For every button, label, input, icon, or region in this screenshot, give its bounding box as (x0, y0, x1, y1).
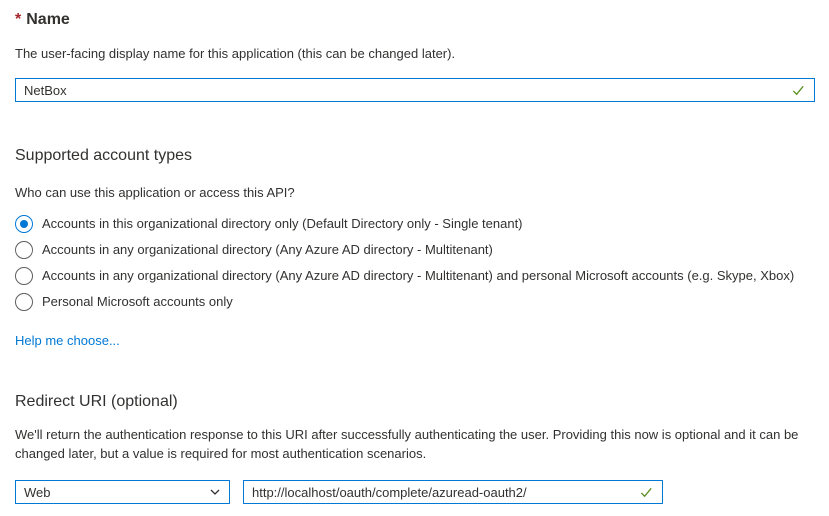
valid-checkmark-icon (639, 485, 654, 500)
account-type-option-single-tenant[interactable] (15, 211, 815, 237)
valid-checkmark-icon (791, 83, 806, 98)
name-description: The user-facing display name for this application (this can be changed later). (15, 46, 456, 61)
radio-button-icon (15, 215, 33, 233)
account-types-question: Who can use this application or access this API? (15, 185, 295, 200)
help-link-container (15, 332, 815, 350)
name-input[interactable] (24, 83, 785, 98)
account-type-option-personal-only[interactable] (15, 289, 815, 315)
account-types-options (15, 211, 815, 315)
account-type-option-label: Accounts in any organizational directory (Any Azure AD directory - Multitenant) (42, 242, 493, 257)
name-label-text: Name (26, 11, 70, 28)
platform-select[interactable] (15, 480, 230, 504)
redirect-uri-row (15, 480, 815, 504)
required-asterisk: * (15, 11, 22, 28)
redirect-uri-input[interactable] (252, 485, 633, 500)
chevron-down-icon (209, 486, 221, 498)
redirect-uri-input-container (243, 480, 663, 504)
redirect-uri-title: Redirect URI (optional) (15, 393, 178, 410)
help-me-choose-link[interactable]: Help me choose... (15, 333, 120, 348)
account-type-option-label: Personal Microsoft accounts only (42, 294, 233, 309)
radio-button-icon (15, 267, 33, 285)
account-type-option-label: Accounts in this organizational directory only (Default Directory only - Single tenant) (42, 216, 523, 231)
platform-select-value: Web (24, 484, 51, 500)
account-type-option-multitenant-personal[interactable] (15, 263, 815, 289)
redirect-uri-description: We'll return the authentication response to this URI after successfully authenticating the user. Providing this now is optional and it can be changed later, but a value is required for most authentication scenarios. (15, 427, 799, 461)
radio-button-icon (15, 293, 33, 311)
name-input-container (15, 78, 815, 102)
name-label (15, 10, 815, 30)
radio-button-icon (15, 241, 33, 259)
account-types-title: Supported account types (15, 147, 193, 164)
account-type-option-label: Accounts in any organizational directory (Any Azure AD directory - Multitenant) and personal Microsoft accounts (e.g. Skype, Xbox) (42, 268, 795, 283)
account-type-option-multitenant[interactable] (15, 237, 815, 263)
